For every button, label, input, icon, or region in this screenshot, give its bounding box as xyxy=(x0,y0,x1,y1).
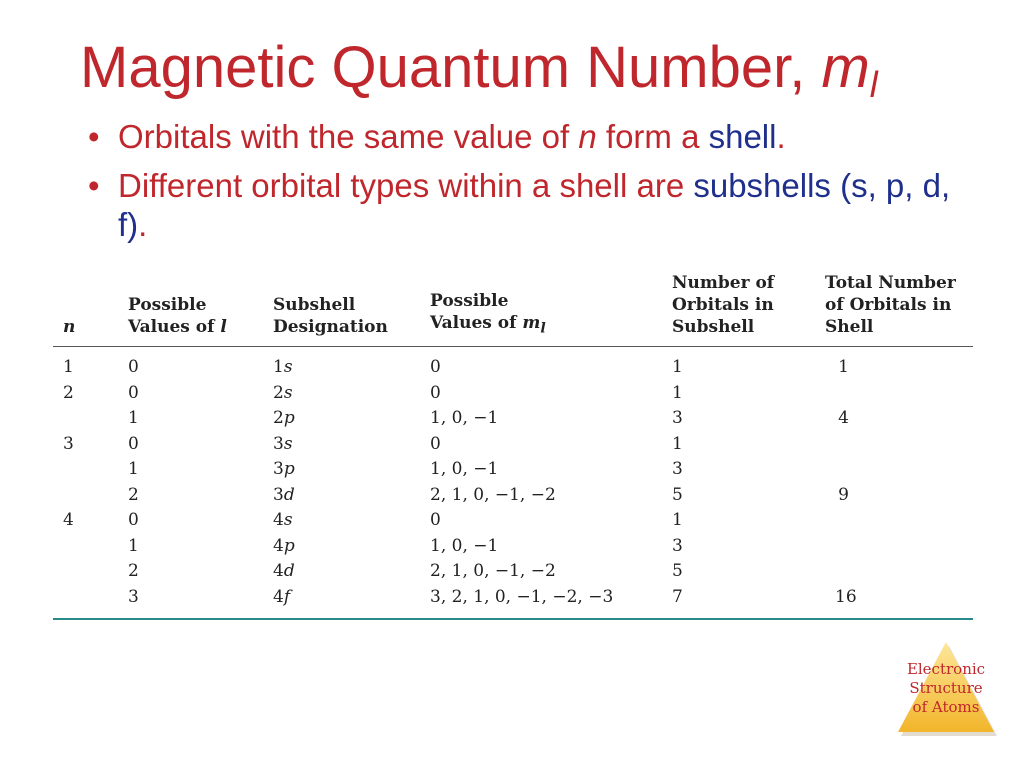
table-row xyxy=(53,408,973,434)
bullet-dot: • xyxy=(88,118,100,155)
cell-total: 9 xyxy=(838,484,849,505)
quantum-number-table xyxy=(53,268,973,620)
header-ml-values xyxy=(430,290,546,338)
cell-ml: 1, 0, −1 xyxy=(430,408,499,428)
cell-orbitals: 5 xyxy=(672,561,683,581)
cell-n: 2 xyxy=(63,382,74,403)
subshell-number: 3 xyxy=(273,459,284,479)
header-m-variable: m xyxy=(522,313,541,334)
header-orbitals: Number of Orbitals in Subshell xyxy=(672,272,775,337)
cell-orbitals: 1 xyxy=(672,510,683,530)
cell-orbitals: 3 xyxy=(672,459,683,479)
bullet-text: . xyxy=(776,118,786,155)
subshell-letter: p xyxy=(283,535,295,556)
cell-l: 0 xyxy=(128,357,139,377)
table-body xyxy=(53,347,973,612)
table-row xyxy=(53,536,973,562)
subshell-number: 1 xyxy=(273,357,284,377)
cell-subshell xyxy=(273,408,295,428)
header-total: Total Number of Orbitals in Shell xyxy=(825,272,956,337)
cell-orbitals: 7 xyxy=(672,586,683,607)
bullet-term: shell xyxy=(708,118,777,155)
bullet-text: Orbitals with the same value of xyxy=(118,118,579,155)
subshell-number: 2 xyxy=(273,408,284,428)
header-n: n xyxy=(63,316,76,337)
cell-l: 3 xyxy=(128,586,139,607)
subshell-number: 4 xyxy=(273,535,284,556)
cell-ml: 2, 1, 0, −1, −2 xyxy=(430,561,556,581)
table-row xyxy=(53,383,973,409)
cell-l: 2 xyxy=(128,484,139,505)
title-text: Magnetic Quantum Number, xyxy=(80,35,822,100)
cell-ml: 0 xyxy=(430,433,441,454)
slide-title xyxy=(80,36,878,105)
table-row xyxy=(53,485,973,511)
subshell-letter: s xyxy=(283,357,293,377)
cell-ml: 0 xyxy=(430,382,441,403)
cell-orbitals: 1 xyxy=(672,433,683,454)
cell-orbitals: 3 xyxy=(672,408,683,428)
cell-ml: 0 xyxy=(430,510,441,530)
cell-subshell xyxy=(273,357,293,377)
header-ml-subscript: l xyxy=(540,320,546,337)
electronic-structure-badge xyxy=(896,640,1000,740)
cell-orbitals: 5 xyxy=(672,484,683,505)
cell-ml: 1, 0, −1 xyxy=(430,459,499,479)
subshell-letter: d xyxy=(283,561,295,581)
cell-orbitals: 3 xyxy=(672,535,683,556)
bullet-dot: • xyxy=(88,166,100,204)
bullet-list xyxy=(88,118,968,255)
cell-l: 1 xyxy=(128,535,139,556)
cell-n: 4 xyxy=(63,510,74,530)
cell-n: 3 xyxy=(63,433,74,454)
table-row xyxy=(53,434,973,460)
bullet-variable: n xyxy=(578,118,597,155)
cell-total: 16 xyxy=(835,586,857,607)
cell-ml: 3, 2, 1, 0, −1, −2, −3 xyxy=(430,586,614,607)
cell-orbitals: 1 xyxy=(672,382,683,403)
cell-l: 0 xyxy=(128,433,139,454)
cell-subshell xyxy=(273,536,295,556)
title-variable: m xyxy=(821,35,870,100)
subshell-number: 2 xyxy=(273,382,284,403)
bullet-term: subshells (s, p, d, f) xyxy=(118,166,951,243)
subshell-letter: f xyxy=(283,586,291,607)
subshell-number: 3 xyxy=(273,433,284,454)
cell-subshell xyxy=(273,485,295,505)
title-subscript: l xyxy=(869,64,878,105)
cell-l: 2 xyxy=(128,561,139,581)
cell-total: 4 xyxy=(838,408,849,428)
cell-l: 0 xyxy=(128,510,139,530)
subshell-letter: d xyxy=(283,484,295,505)
header-subshell: Subshell Designation xyxy=(273,294,388,337)
subshell-number: 4 xyxy=(273,561,284,581)
subshell-number: 4 xyxy=(273,586,284,607)
cell-ml: 2, 1, 0, −1, −2 xyxy=(430,484,556,505)
cell-subshell xyxy=(273,510,293,530)
subshell-number: 4 xyxy=(273,510,284,530)
table-bottom-rule xyxy=(53,618,973,620)
cell-orbitals: 1 xyxy=(672,357,683,377)
bullet-item-subshells xyxy=(88,167,968,245)
header-text: Possible Values of m xyxy=(430,291,541,334)
cell-l: 1 xyxy=(128,408,139,428)
bullet-text: Different orbital types within a shell are xyxy=(118,166,694,204)
cell-total: 1 xyxy=(838,357,849,377)
table-header xyxy=(53,268,973,347)
subshell-letter: s xyxy=(283,382,293,403)
cell-subshell xyxy=(273,459,295,479)
cell-subshell xyxy=(273,434,293,454)
bullet-item-shell xyxy=(88,118,968,157)
cell-n: 1 xyxy=(63,357,74,377)
subshell-letter: p xyxy=(283,459,295,479)
subshell-number: 3 xyxy=(273,484,284,505)
bullet-text: . xyxy=(138,205,148,243)
badge-label: Electronic Structure of Atoms xyxy=(906,660,986,717)
table-row xyxy=(53,357,973,383)
cell-ml: 0 xyxy=(430,357,441,377)
subshell-letter: s xyxy=(283,510,293,530)
cell-ml: 1, 0, −1 xyxy=(430,535,499,556)
table-row xyxy=(53,510,973,536)
subshell-letter: p xyxy=(283,408,295,428)
table-row xyxy=(53,561,973,587)
table-row xyxy=(53,587,973,613)
cell-subshell xyxy=(273,561,295,581)
cell-subshell xyxy=(273,587,290,607)
cell-l: 1 xyxy=(128,459,139,479)
table-row xyxy=(53,459,973,485)
bullet-text: form a xyxy=(596,118,709,155)
cell-subshell xyxy=(273,383,293,403)
cell-l: 0 xyxy=(128,382,139,403)
subshell-letter: s xyxy=(283,433,293,454)
header-l-variable: l xyxy=(220,316,227,337)
header-text: Possible Values of l xyxy=(128,294,227,337)
header-l-values xyxy=(128,294,227,338)
